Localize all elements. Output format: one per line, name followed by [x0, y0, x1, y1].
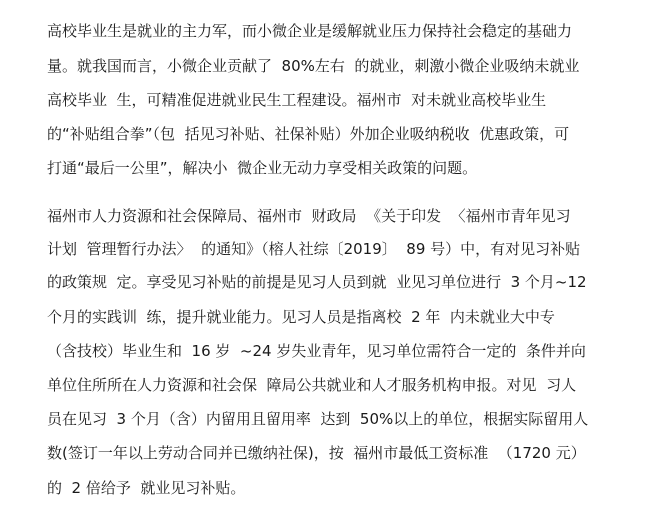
text-line: 员在见习 3 个月（含）内留用且留用率 达到 50%以上的单位，根据实际留用人	[47, 410, 589, 428]
text-line: 个月的实践训 练，提升就业能力。见习人员是指离校 2 年 内未就业大中专	[47, 308, 555, 326]
text-line: 的 2 倍给予 就业见习补贴。	[47, 479, 246, 497]
text-line: 的“补贴组合拳”（包 括见习补贴、社保补贴）外加企业吸纳税收 优惠政策，可	[47, 125, 570, 143]
text-line: 单位住所所在人力资源和社会保 障局公共就业和人才服务机构申报。对见 习人	[47, 376, 577, 394]
text-line: 计划 管理暂行办法〉 的通知》（榕人社综〔2019〕 89 号）中，有对见习补贴	[47, 240, 581, 258]
text-line: 福州市人力资源和社会保障局、福州市 财政局 《关于印发 〈福州市青年见习	[47, 207, 571, 225]
text-line: 数(签订一年以上劳动合同并已缴纳社保)，按 福州市最低工资标准 （1720 元）	[47, 444, 586, 462]
text-line: （含技校）毕业生和 16 岁 ~24 岁失业青年，见习单位需符合一定的 条件并向	[47, 342, 586, 360]
text-line: 打通“最后一公里”，解决小 微企业无动力享受相关政策的问题。	[47, 159, 478, 177]
text-line: 高校毕业生是就业的主力军，而小微企业是缓解就业压力保持社会稳定的基础力	[47, 22, 573, 40]
text-line: 高校毕业 生，可精准促进就业民生工程建设。福州市 对未就业高校毕业生	[47, 91, 547, 109]
text-line: 的政策规 定。享受见习补贴的前提是见习人员到就 业见习单位进行 3 个月~12	[47, 273, 587, 291]
text-line: 量。就我国而言，小微企业贡献了 80%左右 的就业，刺激小微企业吸纳未就业	[47, 57, 580, 75]
